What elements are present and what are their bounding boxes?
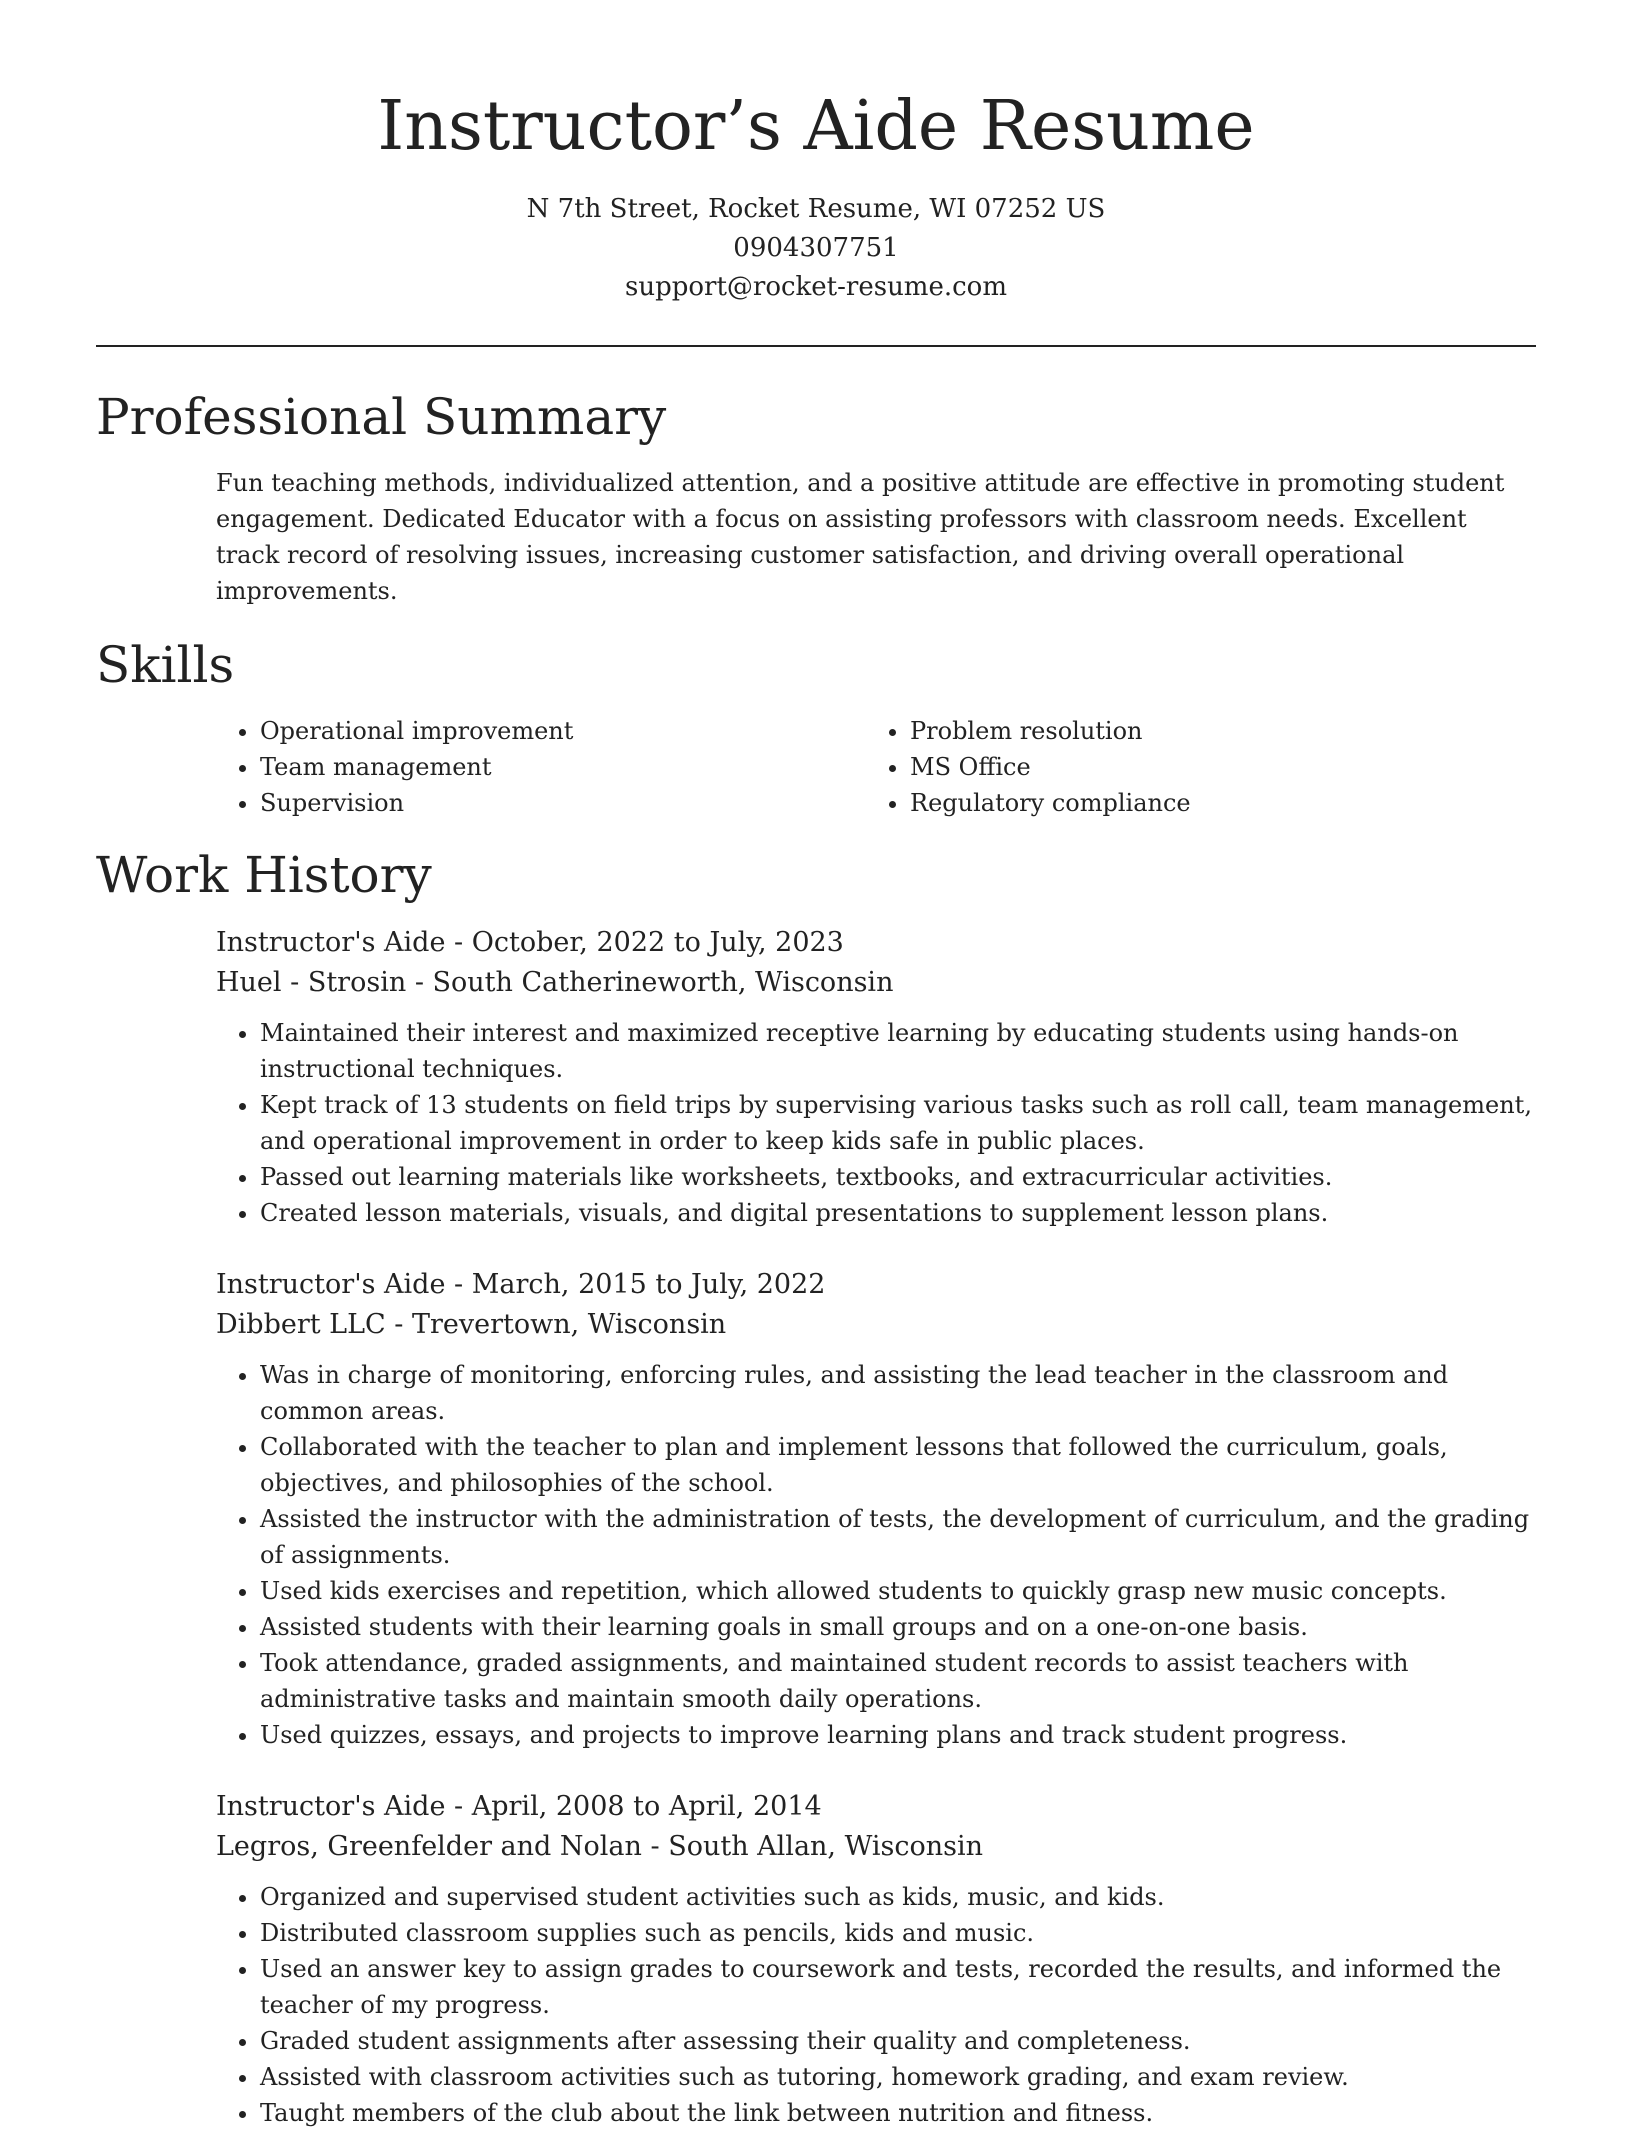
resume-page bbox=[96, 0, 1536, 2131]
skills-column-right bbox=[866, 713, 1516, 821]
job-bullet: • Assisted with classroom activities such as tutoring, homework grading, and exam review. bbox=[260, 2059, 1536, 2095]
skill-item: • Regulatory compliance bbox=[910, 785, 1516, 821]
job-company: Legros, Greenfelder and Nolan bbox=[216, 1831, 642, 1862]
job-title: Instructor's Aide bbox=[216, 1791, 446, 1822]
job-company-line bbox=[216, 963, 1536, 1003]
job-bullet: • Collaborated with the teacher to plan and implement lessons that followed the curriculum, goals, objectives, and philosophies of the school. bbox=[260, 1429, 1536, 1501]
skills-column-left bbox=[216, 713, 866, 821]
job-dates: - March, 2015 to July, 2022 bbox=[445, 1269, 826, 1300]
job-bullet: • Distributed classroom supplies such as pencils, kids and music. bbox=[260, 1915, 1536, 1951]
job-title-line bbox=[216, 1265, 1536, 1305]
skills-list bbox=[216, 713, 1516, 821]
job-bullet: • Assisted the instructor with the administration of tests, the development of curriculum, and the grading of assignments. bbox=[260, 1501, 1536, 1573]
skill-item: • Supervision bbox=[260, 785, 866, 821]
job-entry bbox=[216, 923, 1536, 1231]
job-title-line bbox=[216, 1787, 1536, 1827]
job-entry bbox=[216, 1787, 1536, 2131]
header-divider bbox=[96, 345, 1536, 347]
job-bullet: • Used quizzes, essays, and projects to improve learning plans and track student progress. bbox=[260, 1717, 1536, 1753]
contact-email: support@rocket-resume.com bbox=[624, 272, 1007, 302]
contact-block bbox=[96, 190, 1536, 307]
job-bullet: • Used an answer key to assign grades to coursework and tests, recorded the results, and informed the teacher of my progress. bbox=[260, 1951, 1536, 2023]
contact-phone: 0904307751 bbox=[733, 233, 899, 263]
summary-heading: Professional Summary bbox=[96, 388, 667, 446]
job-bullet: • Passed out learning materials like worksheets, textbooks, and extracurricular activities. bbox=[260, 1159, 1536, 1195]
job-dates: - October, 2022 to July, 2023 bbox=[445, 927, 844, 958]
job-title: Instructor's Aide bbox=[216, 1269, 446, 1300]
job-location: - South Catherineworth, Wisconsin bbox=[406, 967, 894, 998]
summary-text: Fun teaching methods, individualized attention, and a positive attitude are effective in promoting student engagement. Dedicated Educator with a focus on assisting professors with classroom needs. Excellent track record of resolving issues, increasing customer satisfaction, and driving overall operational improvements. bbox=[216, 469, 1505, 605]
job-bullet: • Was in charge of monitoring, enforcing rules, and assisting the lead teacher in the classroom and common areas. bbox=[260, 1357, 1536, 1429]
job-bullet: • Kept track of 13 students on field trips by supervising various tasks such as roll call, team management, and operational improvement in order to keep kids safe in public places. bbox=[260, 1087, 1536, 1159]
job-title: Instructor's Aide bbox=[216, 927, 446, 958]
job-bullet: • Took attendance, graded assignments, and maintained student records to assist teachers with administrative tasks and maintain smooth daily operations. bbox=[260, 1645, 1536, 1717]
skill-item: • Operational improvement bbox=[260, 713, 866, 749]
skill-item: • Problem resolution bbox=[910, 713, 1516, 749]
job-bullets bbox=[216, 1879, 1536, 2131]
job-company: Huel - Strosin bbox=[216, 967, 407, 998]
job-location: - Trevertown, Wisconsin bbox=[385, 1309, 727, 1340]
job-bullet: • Assisted students with their learning goals in small groups and on a one-on-one basis. bbox=[260, 1609, 1536, 1645]
job-company-line bbox=[216, 1305, 1536, 1345]
job-bullet: • Organized and supervised student activities such as kids, music, and kids. bbox=[260, 1879, 1536, 1915]
job-bullet: • Graded student assignments after assessing their quality and completeness. bbox=[260, 2023, 1536, 2059]
job-location: - South Allan, Wisconsin bbox=[641, 1831, 984, 1862]
contact-address: N 7th Street, Rocket Resume, WI 07252 US bbox=[526, 194, 1106, 224]
skill-item: • Team management bbox=[260, 749, 866, 785]
job-bullet: • Taught members of the club about the link between nutrition and fitness. bbox=[260, 2095, 1536, 2131]
job-dates: - April, 2008 to April, 2014 bbox=[445, 1791, 822, 1822]
skills-heading: Skills bbox=[96, 636, 235, 694]
job-bullet: • Created lesson materials, visuals, and digital presentations to supplement lesson plans. bbox=[260, 1195, 1536, 1231]
work-history-heading: Work History bbox=[96, 846, 432, 904]
skill-item: • MS Office bbox=[910, 749, 1516, 785]
job-bullet: • Used kids exercises and repetition, which allowed students to quickly grasp new music concepts. bbox=[260, 1573, 1536, 1609]
job-bullets bbox=[216, 1357, 1536, 1753]
job-entry bbox=[216, 1265, 1536, 1753]
job-title-line bbox=[216, 923, 1536, 963]
job-company: Dibbert LLC bbox=[216, 1309, 386, 1340]
job-bullets bbox=[216, 1015, 1536, 1231]
job-company-line bbox=[216, 1827, 1536, 1867]
resume-title: Instructor’s Aide Resume bbox=[377, 87, 1255, 166]
job-bullet: • Maintained their interest and maximized receptive learning by educating students using hands-on instructional techniques. bbox=[260, 1015, 1536, 1087]
